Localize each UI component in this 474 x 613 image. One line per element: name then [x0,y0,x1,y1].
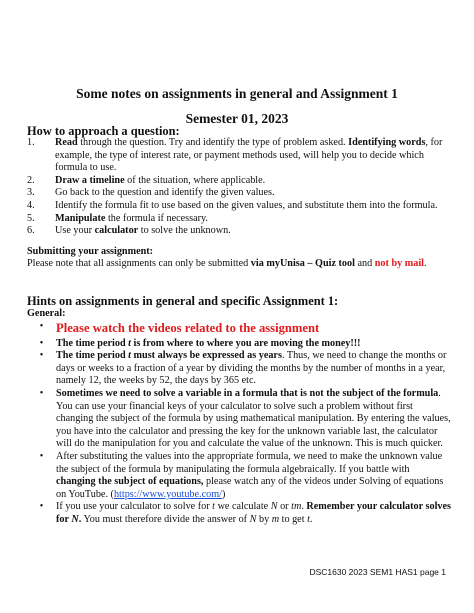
text-segment: and [354,258,375,269]
hint-text [56,338,451,351]
item-number: 3. [27,187,35,199]
item-number: 4. [27,199,35,211]
text-segment: ) [221,488,226,500]
bullet-icon: • [39,501,44,513]
bullet-icon: • [39,337,44,349]
text-segment: The time period [56,350,129,362]
submitting-heading: Submitting your assignment: [27,246,154,257]
text-segment: . [78,513,82,525]
text-segment: t [307,513,310,525]
bullet-icon: • [39,387,44,399]
text-segment: is from where to where you are moving the money!!! [131,337,361,349]
approach-item [27,187,445,200]
hint-item [27,388,451,451]
text-segment: not by mail [374,258,425,269]
item-text [55,213,445,226]
text-segment: Remember your calculator solves for [56,501,451,525]
text-segment: Please note that all assignments can only be submitted [27,258,251,269]
bullet-icon: • [39,450,44,462]
text-segment: , for example, the type of interest rate, or payment methods used, will help you to decide which formula to use. [55,137,443,174]
item-number: 6. [27,225,35,237]
text-segment: N [71,513,79,525]
hints-heading: Hints on assignments in general and specific Assignment 1: [27,294,339,308]
item-text [55,200,445,213]
text-segment: we calculate [215,501,271,513]
text-segment: Manipulate [55,212,106,224]
text-segment: the formula if necessary. [105,212,208,224]
text-segment: Go back to the question and identify the given values. [55,187,275,199]
text-segment: calculator [94,225,139,237]
text-segment: Identify the formula fit to use based on the given values, and substitute them into the formula. [55,199,438,211]
hint-text [56,388,451,451]
bullet-icon: • [39,350,44,362]
text-segment: to solve the unknown. [138,225,231,237]
item-number: 5. [27,212,35,224]
approach-item [27,225,445,238]
text-segment: m [271,513,280,525]
text-segment: t [212,501,216,513]
text-segment: please watch any of the videos under Solving of equations on YouTube. ( [56,476,444,500]
approach-item [27,137,445,175]
hint-text [56,350,451,388]
hint-text [56,321,451,337]
item-number: 1. [27,137,35,148]
text-segment: . [309,513,313,525]
text-segment: If you use your calculator to solve for [56,501,213,513]
semester-title: Semester 01, 2023 [185,111,289,126]
approach-list [27,137,445,238]
text-segment: Identifying words [348,137,426,148]
text-segment: N [249,513,257,525]
text-segment: . [424,258,427,269]
youtube-link[interactable]: https://www.youtube.com/ [113,488,222,500]
text-segment: Sometimes we need to solve a variable in a formula that is not the subject of the formula [56,387,439,399]
page-footer: DSC1630 2023 SEM1 HAS1 page 1 [309,567,446,577]
text-segment: N [270,501,278,513]
general-label: General: [27,308,66,319]
item-text [55,137,445,175]
approach-item [27,200,445,213]
text-segment: via myUnisa – Quiz tool [250,258,355,269]
text-segment: . You can use your financial keys of your calculator to solve such a problem without first changing the subject of the formula by using mathematical manipulation. By entering the values, you have into the calculator and pressing the key for the unknown variable last, the calculator will do the manipulation for you and calculate the value of the unknown. This is much quicker. [56,387,451,450]
item-text [55,175,445,188]
text-segment: The time period [56,337,129,349]
document-title: Some notes on assignments in general and Assignment 1 [76,86,398,101]
item-text [55,225,445,238]
submitting-text [27,258,445,271]
text-segment: Use your [55,225,95,237]
text-segment: must always be expressed as years [131,350,282,362]
hint-item [27,451,451,501]
text-segment: t [128,337,131,349]
hint-item [27,350,451,388]
item-text [55,187,445,200]
approach-item [27,213,445,226]
text-segment: Please watch the videos related to the assignment [56,321,320,335]
bullet-icon: • [39,321,44,332]
hint-text [56,501,451,526]
text-segment: changing the subject of equations, [56,476,204,488]
approach-item [27,175,445,188]
hint-item [27,338,451,351]
text-segment: t [128,350,131,362]
text-segment: Draw a timeline [55,174,125,186]
text-segment: to get [279,513,308,525]
text-segment: or [277,501,292,513]
text-segment: . Thus, we need to change the months or days or weeks to a fraction of a year by dividing the months by the number of months in a year, namely 12, the weeks by 52, the days by 365 etc. [56,350,447,387]
text-segment: You must therefore divide the answer of [81,513,250,525]
text-segment: After substituting the values into the appropriate formula, we need to make the unknown value the subject of the formula by manipulating the formula algebraically. If you battle with [56,450,443,475]
approach-heading: How to approach a question: [27,124,180,138]
hint-item [27,501,451,526]
text-segment: of the situation, where applicable. [124,174,266,186]
text-segment: tm [291,501,302,513]
text-segment: Read [55,137,78,148]
hint-item [27,321,451,337]
text-segment: by [256,513,272,525]
item-number: 2. [27,174,35,186]
hint-text [56,451,451,501]
text-segment: through the question. Try and identify the type of problem asked. [77,137,349,148]
hints-list [27,321,451,527]
text-segment: . [301,501,307,513]
